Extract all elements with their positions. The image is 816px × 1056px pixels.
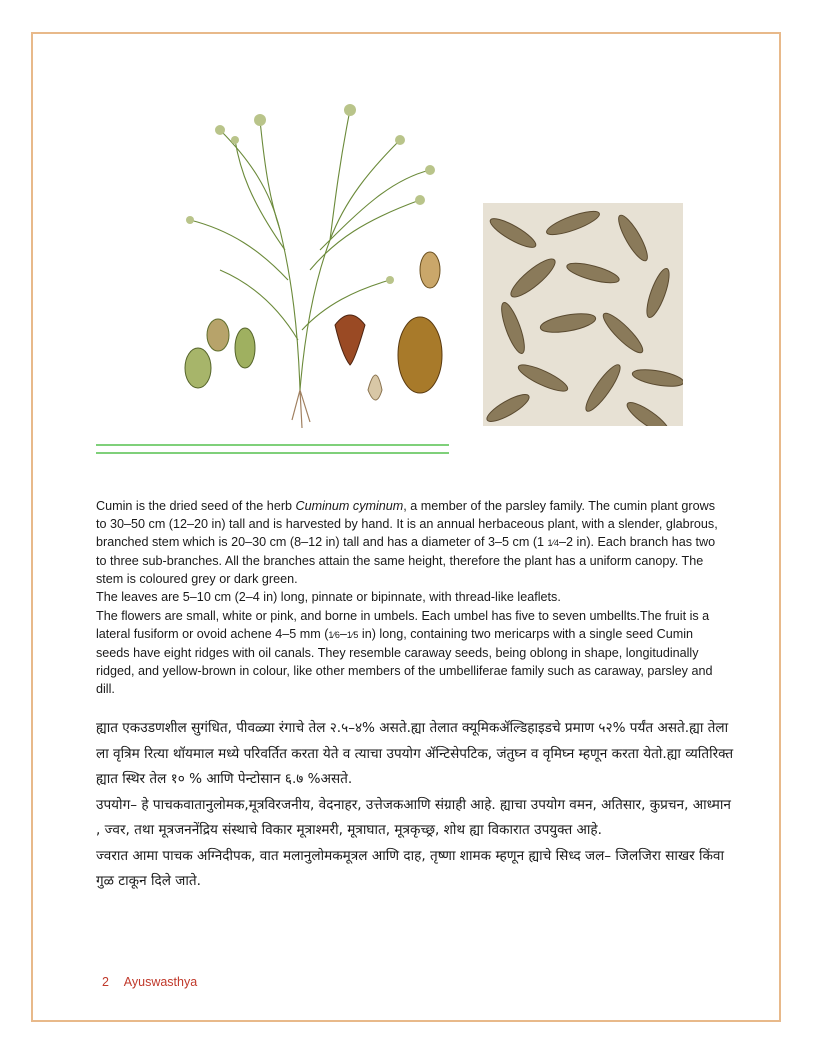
marathi-description — [96, 716, 736, 895]
intro-text: Cumin is the dried seed of the herb — [96, 499, 296, 513]
page-footer — [102, 975, 197, 989]
fruit-text: in) long, containing two mericarps with a single seed Cumin seeds have eight ridges with oil canals. They resemble caraway seeds, being oblong in shape, longitudinally ridged, and yellow-brown in colour, like other members of the umbelliferae family such as caraway, parsley and dill. — [96, 626, 713, 696]
marathi-paragraph-fever: ज्वरात आमा पाचक अग्निदीपक, वात मलानुलोमकमूत्रल आणि दाह, तृष्णा शामक म्हणून ह्याचे सिध्द जल– जिलजिरा साखर किंवा गुळ टाकून दिले जाते. — [96, 847, 724, 889]
plant-description-end: –2 in). Each branch has two to three sub-branches. All the branches attain the same height, therefore the plant has a uniform canopy. The stem is coloured grey or dark green. — [96, 535, 716, 587]
flowers-text: The flowers are small, white or pink, and borne in umbels. Each umbel has five to seven umbellts.The fruit is a lateral fusiform or ovoid achene 4–5 mm ( — [96, 608, 710, 641]
paragraph-cumin-plant — [96, 497, 726, 588]
marathi-paragraph-oil: ह्यात एकउडणशील सुगंधित, पीवळ्या रंगाचे तेल २.५–४% असते.ह्या तेलात क्यूमिकॲल्डिहाइडचे प्रमाण ५२% पर्यंत असते.ह्या तेला ला वृत्रिम रित्या थॉयमाल मध्ये परिवर्तित करता येते व त्याचा उपयोग ॲन्टिसेपटिक, जंतुघ्न व वृमिघ्न म्हणून करता येतो.ह्या व्यतिरिक्त ह्यात स्थिर तेल १० % आणि पेन्टोसान ६.७ %असते. — [96, 720, 734, 787]
page-number: 2 — [102, 975, 109, 989]
paragraph-flowers — [96, 607, 726, 698]
decorative-divider — [96, 444, 449, 460]
fraction-dash: – — [339, 626, 347, 641]
divider-line-bottom — [96, 452, 449, 454]
divider-line-top — [96, 444, 449, 446]
cumin-seeds-photo — [483, 203, 683, 426]
species-name: Cuminum cyminum — [295, 499, 404, 513]
english-description — [96, 497, 726, 698]
cumin-plant-illustration — [160, 90, 460, 435]
publication-title: Ayuswasthya — [123, 975, 198, 989]
paragraph-leaves: The leaves are 5–10 cm (2–4 in) long, pinnate or bipinnate, with thread-like leaflets. — [96, 590, 561, 605]
fraction-quarter: 1⁄4 — [547, 538, 560, 549]
marathi-paragraph-uses: उपयोग– हे पाचकवातानुलोमक,मूत्रविरजनीय, वेदनाहर, उत्तेजकआणि संग्राही आहे. ह्याचा उपयोग वमन, अतिसार, कुप्रचन, आध्मान , ज्वर, तथा मूत्रजननेंद्रिय संस्थाचे विकार मूत्राश्मरी, मूत्राघात, मूत्रकृच्छ्र, शोथ ह्या विकारात उपयुक्त आहे. — [96, 796, 731, 838]
fraction-sixth: 1⁄6 — [328, 629, 340, 640]
fraction-fifth: 1⁄5 — [346, 629, 359, 640]
plant-description: , a member of the parsley family. The cumin plant grows to 30–50 cm (12–20 in) tall and is harvested by hand. It is an annual herbaceous plant, with a slender, glabrous, branched stem which is 20–30 cm (8–12 in) tall and has a diameter of 3–5 cm (1 — [96, 499, 718, 550]
